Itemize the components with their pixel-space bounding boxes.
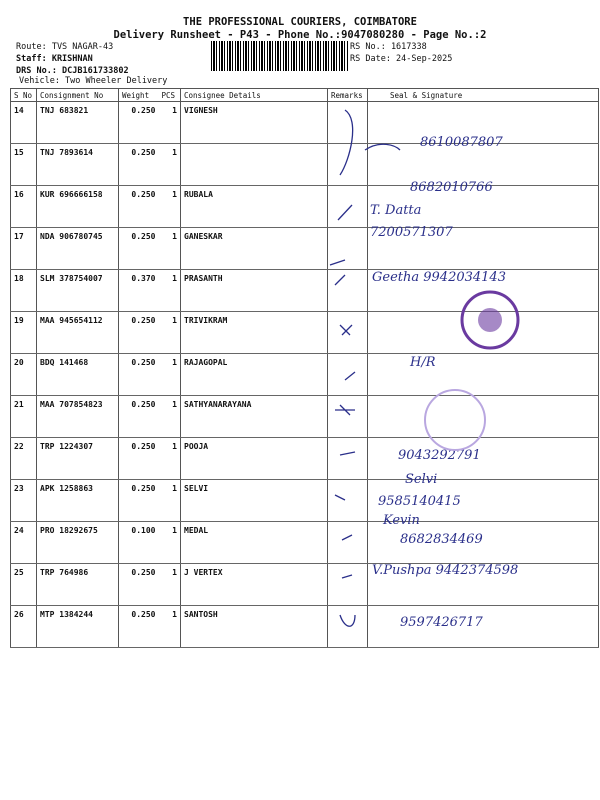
company-title: THE PROFESSIONAL COURIERS, COIMBATORE [183,16,417,28]
serial-number: 14 [11,102,37,144]
faded-seal-stamp [425,390,485,450]
weight: 0.250 [119,144,159,186]
consignee-name: PRASANTH [181,270,328,312]
handwritten-note: 9597426717 [400,615,483,630]
handwritten-note: T. Datta [370,203,422,218]
pieces: 1 [159,102,181,144]
pieces: 1 [159,522,181,564]
weight: 0.250 [119,354,159,396]
consignment-number: KUR 696666158 [37,186,119,228]
consignment-number: TRP 764986 [37,564,119,606]
weight: 0.250 [119,438,159,480]
consignment-number: TNJ 683821 [37,102,119,144]
consignment-number: SLM 378754007 [37,270,119,312]
consignment-number: TNJ 7893614 [37,144,119,186]
serial-number: 21 [11,396,37,438]
weight: 0.250 [119,312,159,354]
col-pcs: PCS [159,89,181,102]
rs-date: RS Date: 24-Sep-2025 [350,54,453,64]
handwritten-note: 8682010766 [410,180,493,195]
handwritten-note: H/R [410,355,436,370]
handwritten-note: V.Pushpa 9442374598 [372,563,519,578]
pieces: 1 [159,480,181,522]
serial-number: 26 [11,606,37,648]
pieces: 1 [159,186,181,228]
handwritten-note: 9585140415 [378,494,461,509]
consignment-number: MTP 1384244 [37,606,119,648]
consignment-number: APK 1258863 [37,480,119,522]
consignment-number: NDA 906780745 [37,228,119,270]
handwritten-note: 8610087807 [420,135,503,150]
handwritten-note: Selvi [405,472,438,487]
consignee-name: SELVI [181,480,328,522]
col-remarks: Remarks [328,89,368,102]
serial-number: 24 [11,522,37,564]
col-weight: Weight [119,89,159,102]
pieces: 1 [159,438,181,480]
drs-number: DRS No.: DCJB161733802 [16,66,129,76]
consignment-number: MAA 945654112 [37,312,119,354]
consignee-name: RUBALA [181,186,328,228]
runsheet-subtitle: Delivery Runsheet - P43 - Phone No.:9047080280 - Page No.:2 [113,29,487,41]
pieces: 1 [159,228,181,270]
consignment-number: MAA 707854823 [37,396,119,438]
col-sno: S No [11,89,37,102]
weight: 0.250 [119,102,159,144]
serial-number: 15 [11,144,37,186]
pieces: 1 [159,354,181,396]
consignee-name: VIGNESH [181,102,328,144]
weight: 0.250 [119,606,159,648]
pieces: 1 [159,606,181,648]
col-signature: Seal & Signature [368,89,599,102]
signature [340,110,400,175]
weight: 0.250 [119,228,159,270]
consignment-number: BDQ 141468 [37,354,119,396]
col-consignment: Consignment No [37,89,119,102]
serial-number: 16 [11,186,37,228]
weight: 0.250 [119,186,159,228]
consignee-name: J VERTEX [181,564,328,606]
weight: 0.100 [119,522,159,564]
serial-number: 18 [11,270,37,312]
consignee-name: SANTOSH [181,606,328,648]
handwritten-note: Kevin [383,513,420,528]
weight: 0.370 [119,270,159,312]
pieces: 1 [159,396,181,438]
consignee-name: MEDAL [181,522,328,564]
pieces: 1 [159,312,181,354]
weight: 0.250 [119,564,159,606]
handwritten-note: Geetha 9942034143 [372,270,506,285]
rs-number: RS No.: 1617338 [350,42,427,52]
consignee-name: POOJA [181,438,328,480]
consignment-number: PRO 18292675 [37,522,119,564]
weight: 0.250 [119,396,159,438]
handwritten-note: 9043292791 [398,448,481,463]
pieces: 1 [159,144,181,186]
consignee-name: TRIVIKRAM [181,312,328,354]
serial-number: 19 [11,312,37,354]
handwritten-note: 7200571307 [370,225,453,240]
serial-number: 17 [11,228,37,270]
consignee-name: SATHYANARAYANA [181,396,328,438]
handwritten-note: 8682834469 [400,532,483,547]
serial-number: 22 [11,438,37,480]
serial-number: 25 [11,564,37,606]
weight: 0.250 [119,480,159,522]
vehicle: Vehicle: Two Wheeler Delivery [19,76,168,86]
pieces: 1 [159,564,181,606]
staff: Staff: KRISHNAN [16,54,93,64]
serial-number: 20 [11,354,37,396]
route: Route: TVS NAGAR-43 [16,42,114,52]
consignee-name: GANESKAR [181,228,328,270]
consignee-name: RAJAGOPAL [181,354,328,396]
consignment-number: TRP 1224307 [37,438,119,480]
col-consignee: Consignee Details [181,89,328,102]
pieces: 1 [159,270,181,312]
serial-number: 23 [11,480,37,522]
